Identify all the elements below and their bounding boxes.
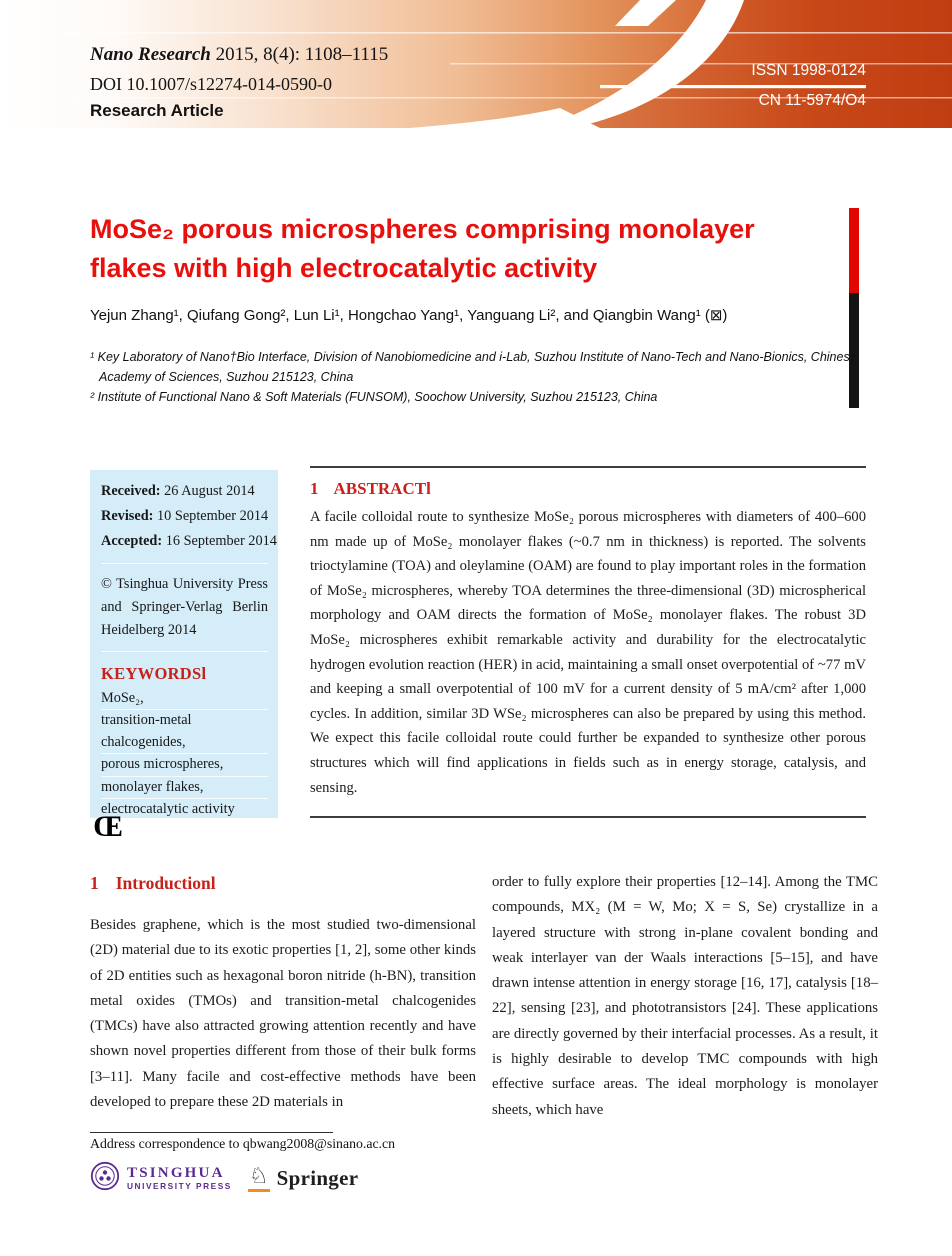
tsinghua-press-wordmark — [127, 1166, 232, 1191]
springer-wordmark: Springer — [276, 1166, 359, 1190]
issn-label: ISSN 1998-0124 — [751, 62, 866, 79]
abstract-text: A facile colloidal route to synthesize MoSe₂ porous microspheres with diameters of 400–600 nm made up of MoSe₂ monolayer flakes (~0.7 nm in thickness) is reported. The solvents trioctylamine (TOA) and oleylamine (OAM) are found to play important roles in the formation of MoSe₂ microspheres, whereby TOA determines the three-dimensional (3D) microspherical morphology and OAM directs the formation of MoSe₂ monolayer flakes. The robust 3D MoSe₂ microspheres exhibit remarkable activity and durability for the electrocatalytic hydrogen evolution reaction (HER) in acid, maintaining a small onset overpotential of ~77 mV and keeping a small overpotential of 100 mV for a current density of 5 mA/cm² after 1,000 cycles. In addition, similar 3D WSe₂ microspheres can also be prepared by using this method. We expect this facile colloidal route could further be expanded to synthesize other porous structures which will find applications in fields such as in energy storage, catalysis, and sensing. — [310, 509, 866, 796]
doi-line: DOI 10.1007/s12274-014-0590-0 — [90, 74, 332, 94]
abstract-heading-number: 1 — [310, 479, 319, 498]
tsinghua-wordmark-top: TSINGHUA — [127, 1165, 225, 1181]
abstract-heading — [310, 479, 431, 499]
copyright-notice: © Tsinghua University Press and Springer-Verlag Berlin Heidelberg 2014 — [101, 576, 268, 638]
introduction-heading-number: 1 — [90, 873, 99, 893]
introduction-column-left: Besides graphene, which is the most studied two-dimensional (2D) material due to its exotic properties [1, 2], some other kinds of 2D entities such as hexagonal boron nitride (h-BN), transition metal oxides (TMOs) and transition-metal chalcogenides (TMCs) have also attracted growing attention recently and have shown novel properties different from those of their bulk forms [3–11]. Many facile and cost-effective methods have been developed to prepare these 2D materials in — [90, 917, 476, 1111]
issn-underline — [600, 85, 866, 88]
keyword-item: electrocatalytic activity — [101, 801, 235, 818]
keyword-item: MoSe₂, — [101, 688, 268, 710]
abstract-bottom-rule — [310, 816, 866, 818]
introduction-column-right: order to fully explore their properties [12–14]. Among the TMC compounds, MX₂ (M = W, Mo; X = S, Se) crystallize in a layered structure with strong in-plane covalent bonding and weak interlayer van der Waals interactions [5–15], and have drawn intense attention in energy storage [16, 17], catalysis [18–22], sensing [23], and phototransistors [24]. These applications are directly governed by their interfacial processes. As a result, it is highly desirable to develop TMC compounds with high effective surface areas. The ideal morphology is monolayer sheets, which have — [492, 874, 878, 1118]
tsinghua-seal-icon — [90, 1161, 120, 1196]
accent-bar-red — [849, 208, 859, 293]
keywords-list — [101, 688, 268, 820]
affiliations — [90, 347, 870, 407]
received-date: Received: 26 August 2014 — [101, 483, 255, 499]
article-info-sidebar — [90, 470, 278, 818]
abstract-top-rule — [310, 466, 866, 468]
oe-glyph: Œ — [93, 810, 123, 843]
affiliation-2: ² Institute of Functional Nano & Soft Materials (FUNSOM), Soochow University, Suzhou 215123, China — [90, 390, 658, 404]
journal-header — [0, 0, 952, 128]
authors-line: Yejun Zhang¹, Qiufang Gong², Lun Li¹, Hongchao Yang¹, Yanguang Li², and Qiangbin Wang¹ (⊠) — [90, 307, 728, 324]
sidebar-divider — [101, 651, 268, 652]
title-line-1: MoSe₂ porous microspheres comprising monolayer — [90, 214, 755, 244]
affiliation-1: ¹ Key Laboratory of Nano†Bio Interface, Division of Nanobiomedicine and i-Lab, Suzhou Institute of Nano-Tech and Nano-Bionics, Chinese Academy of Sciences, Suzhou 215123, China — [90, 350, 857, 384]
article-type-label: Research Article — [90, 101, 224, 120]
title-line-2: flakes with high electrocatalytic activity — [90, 253, 598, 283]
abstract-heading-text: ABSTRACTl — [333, 479, 431, 498]
tsinghua-wordmark-bottom: UNIVERSITY PRESS — [127, 1181, 232, 1191]
revised-date: Revised: 10 September 2014 — [101, 508, 269, 524]
introduction-heading-text: Introductionl — [115, 873, 216, 893]
journal-citation-line — [90, 44, 388, 66]
keywords-heading: KEYWORDSl — [101, 664, 207, 683]
footnote-rule — [90, 1132, 333, 1133]
sidebar-divider — [101, 563, 268, 564]
keyword-item: transition-metal chalcogenides, — [101, 710, 268, 754]
keyword-item: porous microspheres, — [101, 754, 268, 776]
correspondence-footnote: Address correspondence to qbwang2008@sinano.ac.cn — [90, 1136, 396, 1151]
cn-label: CN 11-5974/O4 — [758, 92, 866, 109]
introduction-heading — [90, 873, 216, 894]
springer-horse-icon: ♘ — [248, 1165, 270, 1192]
journal-citation: 2015, 8(4): 1108–1115 — [215, 44, 389, 65]
accepted-date: Accepted: 16 September 2014 — [101, 533, 277, 549]
keyword-item: monolayer flakes, — [101, 777, 268, 799]
publisher-logos — [90, 1161, 358, 1196]
journal-name: Nano Research — [90, 44, 211, 65]
page-title — [90, 210, 850, 288]
